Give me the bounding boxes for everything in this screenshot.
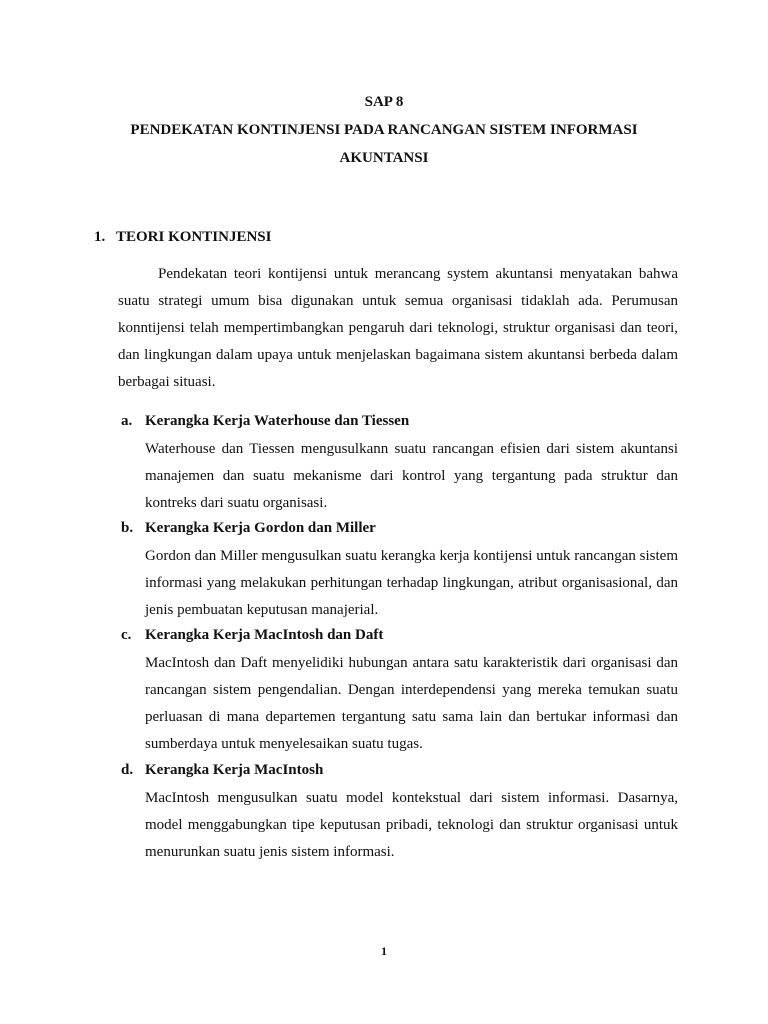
subsection-title: Kerangka Kerja MacIntosh dan Daft	[145, 627, 384, 643]
subsection-body: MacIntosh dan Daft menyelidiki hubungan antara satu karakteristik dari organisasi dan rancangan sistem pengendalian. Dengan interdependensi yang mereka temukan suatu perluasan di mana departemen tergantung satu sama lain dan bertukar informasi dan sumberdaya untuk menyelesaikan suatu tugas.	[145, 655, 678, 752]
subsection-body: Waterhouse dan Tiessen mengusulkann suatu rancangan efisien dari sistem akuntansi manajemen dan suatu mekanisme dari kontrol yang tergantung pada struktur dan kontreks dari suatu organisasi.	[145, 441, 678, 511]
subsection-title: Kerangka Kerja MacIntosh	[145, 762, 324, 778]
subsection-body: MacIntosh mengusulkan suatu model kontekstual dari sistem informasi. Dasarnya, model menggabungkan tipe keputusan pribadi, teknologi dan struktur organisasi untuk menurunkan suatu jenis sistem informasi.	[145, 790, 678, 860]
section-paragraph: Pendekatan teori kontijensi untuk merancang system akuntansi menyatakan bahwa suatu strategi umum bisa digunakan untuk semua organisasi tidaklah ada. Perumusan konntijensi telah mempertimbangkan pengaruh dari teknologi, struktur organisasi dan teori, dan lingkungan dalam upaya untuk menjelaskan bagaimana sistem akuntansi berbeda dalam berbagai situasi.	[118, 266, 678, 390]
subsection-heading	[121, 626, 678, 644]
subsection-c	[121, 626, 678, 758]
page-number: 1	[381, 944, 387, 958]
document-title: SAP 8	[364, 94, 404, 110]
subsection-title: Kerangka Kerja Gordon dan Miller	[145, 520, 376, 536]
subsection-b	[121, 519, 678, 624]
subsection-a	[121, 412, 678, 517]
section-number: 1.	[94, 229, 106, 245]
subsection-letter: c.	[121, 627, 132, 643]
document-heading-line1: PENDEKATAN KONTINJENSI PADA RANCANGAN SISTEM INFORMASI	[130, 122, 638, 138]
section-title: TEORI KONTINJENSI	[116, 229, 272, 245]
subsection-d	[121, 761, 678, 866]
subsection-heading	[121, 761, 678, 779]
subsection-title: Kerangka Kerja Waterhouse dan Tiessen	[145, 413, 410, 429]
subsection-heading	[121, 519, 678, 537]
document-heading-line2: AKUNTANSI	[339, 150, 429, 166]
subsection-heading	[121, 412, 678, 430]
subsection-letter: a.	[121, 413, 133, 429]
section-heading	[94, 228, 271, 246]
subsection-letter: b.	[121, 520, 134, 536]
subsection-letter: d.	[121, 762, 134, 778]
subsection-body: Gordon dan Miller mengusulkan suatu kerangka kerja kontijensi untuk rancangan sistem informasi yang melakukan perhitungan terhadap lingkungan, atribut organisasional, dan jenis pembuatan keputusan manajerial.	[145, 548, 678, 618]
